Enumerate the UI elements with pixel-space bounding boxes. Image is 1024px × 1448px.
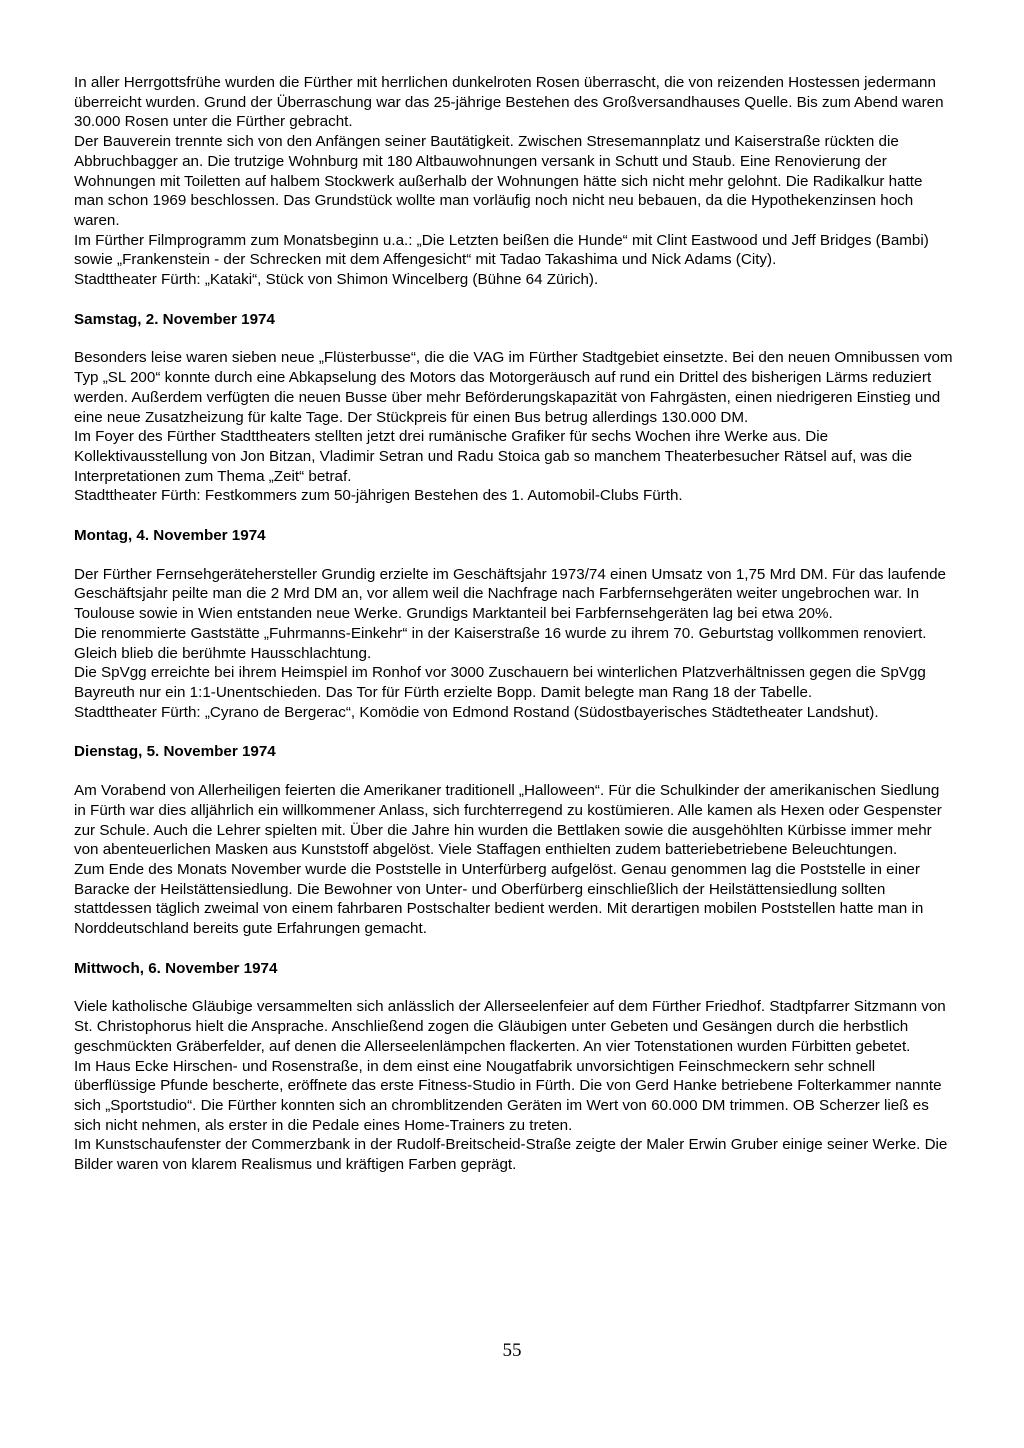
date-heading: Mittwoch, 6. November 1974 [74, 959, 278, 977]
paragraph: Stadttheater Fürth: „Cyrano de Bergerac“, Komödie von Edmond Rostand (Südostbayerisches Städtetheater Landshut). [74, 703, 879, 721]
paragraph: Zum Ende des Monats November wurde die Poststelle in Unterfürberg aufgelöst. Genau genommen lag die Poststelle in einer Baracke der Heilstättensiedlung. Die Bewohner von Unter- und Oberfürberg einschließlich der Heilstättensiedlung sollten stattdessen täglich zweimal von einem fahrbaren Postschalter bedient werden. Mit derartigen mobilen Poststellen hatte man in Norddeutschland bereits gute Erfahrungen gemacht. [74, 860, 924, 938]
paragraph: Der Bauverein trennte sich von den Anfängen seiner Bautätigkeit. Zwischen Stresemannplatz und Kaiserstraße rückten die Abbruchbagger an. Die trutzige Wohnburg mit 180 Altbauwohnungen versank in Schutt und Staub. Eine Renovierung der Wohnungen mit Toiletten auf halbem Stockwerk außerhalb der Wohnungen hätte sich nicht mehr gelohnt. Die Radikalkur hatte man schon 1969 beschlossen. Das Grundstück wollte man vorläufig noch nicht neu bebauen, da die Hypothekenzinsen hoch waren. [74, 133, 923, 229]
day-section-dienstag [74, 742, 954, 938]
date-heading: Samstag, 2. November 1974 [74, 310, 275, 328]
paragraph: Viele katholische Gläubige versammelten sich anlässlich der Allerseelenfeier auf dem Fürther Friedhof. Stadtpfarrer Sitzmann von St. Christophorus hielt die Ansprache. Anschließend zogen die Gläubigen unter Gebeten und Gesängen durch die herbstlich geschmückten Gräberfelder, auf denen die Allerseelenlämpchen flackerten. An vier Totenstationen wurden Fürbitten gebetet. [74, 998, 946, 1055]
paragraph: Der Fürther Fernsehgerätehersteller Grundig erzielte im Geschäftsjahr 1973/74 einen Umsatz von 1,75 Mrd DM. Für das laufende Geschäftsjahr peilte man die 2 Mrd DM an, vor allem weil die Nachfrage nach Farbfernsehgeräten weiter ungebrochen war. In Toulouse sowie in Wien entstanden neue Werke. Grundigs Marktanteil bei Farbfernsehgeräten lag bei etwa 20%. [74, 565, 947, 623]
date-heading: Dienstag, 5. November 1974 [74, 743, 276, 761]
paragraph: Im Kunstschaufenster der Commerzbank in der Rudolf-Breitscheid-Straße zeigte der Maler Erwin Gruber einige seiner Werke. Die Bilder waren von klarem Realismus und kräftigen Farben geprägt. [74, 1136, 948, 1174]
paragraph: Die SpVgg erreichte bei ihrem Heimspiel im Ronhof vor 3000 Zuschauern bei winterlichen Platzverhältnissen gegen die SpVgg Bayreuth nur ein 1:1-Unentschieden. Das Tor für Fürth erzielte Bopp. Damit belegte man Rang 18 der Tabelle. [74, 664, 926, 701]
day-section-montag [74, 526, 954, 722]
day-section-mittwoch [74, 959, 954, 1175]
paragraph: Am Vorabend von Allerheiligen feierten die Amerikaner traditionell „Halloween“. Für die Schulkinder der amerikanischen Siedlung in Fürth war dies alljährlich ein willkommener Anlass, sich furchterregend zu kostümieren. Alle kamen als Hexen oder Gespenster zur Schule. Auch die Lehrer spielten mit. Über die Jahre hin wurden die Bettlaken sowie die ausgehöhlten Kürbisse immer mehr von abenteuerlichen Masken aus Kunststoff abgelöst. Viele Staffagen enthielten zudem batteriebetriebene Beleuchtungen. [74, 782, 942, 859]
paragraph: Im Foyer des Fürther Stadttheaters stellten jetzt drei rumänische Grafiker für sechs Wochen ihre Werke aus. Die Kollektivausstellung von Jon Bitzan, Vladimir Setran und Radu Stoica gab so manchem Theaterbesucher Rätsel auf, was die Interpretationen zum Thema „Zeit“ betraf. [74, 428, 913, 485]
paragraph: Die renommierte Gaststätte „Fuhrmanns-Einkehr“ in der Kaiserstraße 16 wurde zu ihrem 70. Geburtstag vollkommen renoviert. Gleich blieb die berühmte Hausschlachtung. [74, 624, 927, 662]
page-number: 55 [502, 1340, 522, 1361]
paragraph: Stadttheater Fürth: Festkommers zum 50-jährigen Bestehen des 1. Automobil-Clubs Fürth. [74, 487, 683, 505]
paragraph: Besonders leise waren sieben neue „Flüsterbusse“, die die VAG im Fürther Stadtgebiet einsetzte. Bei den neuen Omnibussen vom Typ „SL 200“ konnte durch eine Abkapselung des Motors das Motorgeräusch auf rund ein Drittel des bisherigen Lärms reduziert werden. Außerdem verfügten die neuen Busse über mehr Beförderungskapazität von Fahrgästen, einen niedrigeren Einstieg und eine neue Zusatzheizung für kalte Tage. Der Stückpreis für einen Bus betrug allerdings 130.000 DM. [74, 349, 953, 426]
paragraph: In aller Herrgottsfrühe wurden die Fürther mit herrlichen dunkelroten Rosen überrascht, die von reizenden Hostessen jedermann überreicht wurden. Grund der Überraschung war das 25-jährige Bestehen des Großversandhauses Quelle. Bis zum Abend waren 30.000 Rosen unter die Fürther gebracht. [74, 74, 944, 131]
paragraph: Im Haus Ecke Hirschen- und Rosenstraße, in dem einst eine Nougatfabrik unvorsichtigen Feinschmeckern sehr schnell überflüssige Pfunde bescherte, eröffnete das erste Fitness-Studio in Fürth. Die von Gerd Hanke betriebene Folterkammer nannte sich „Sportstudio“. Die Fürther konnten sich an chromblitzenden Geräten im Wert von 60.000 DM trimmen. OB Scherzer ließ es sich nicht nehmen, als erster in die Pedale eines Home-Trainers zu treten. [74, 1057, 942, 1134]
date-heading: Montag, 4. November 1974 [74, 527, 266, 545]
page-body [74, 73, 954, 1175]
intro-block [74, 73, 954, 290]
paragraph: Stadttheater Fürth: „Kataki“, Stück von Shimon Wincelberg (Bühne 64 Zürich). [74, 271, 599, 289]
paragraph: Im Fürther Filmprogramm zum Monatsbeginn u.a.: „Die Letzten beißen die Hunde“ mit Clint Eastwood und Jeff Bridges (Bambi) sowie „Frankenstein - der Schrecken mit dem Affengesicht“ mit Tadao Takashima und Nick Adams (City). [74, 231, 929, 269]
day-section-samstag [74, 310, 954, 506]
